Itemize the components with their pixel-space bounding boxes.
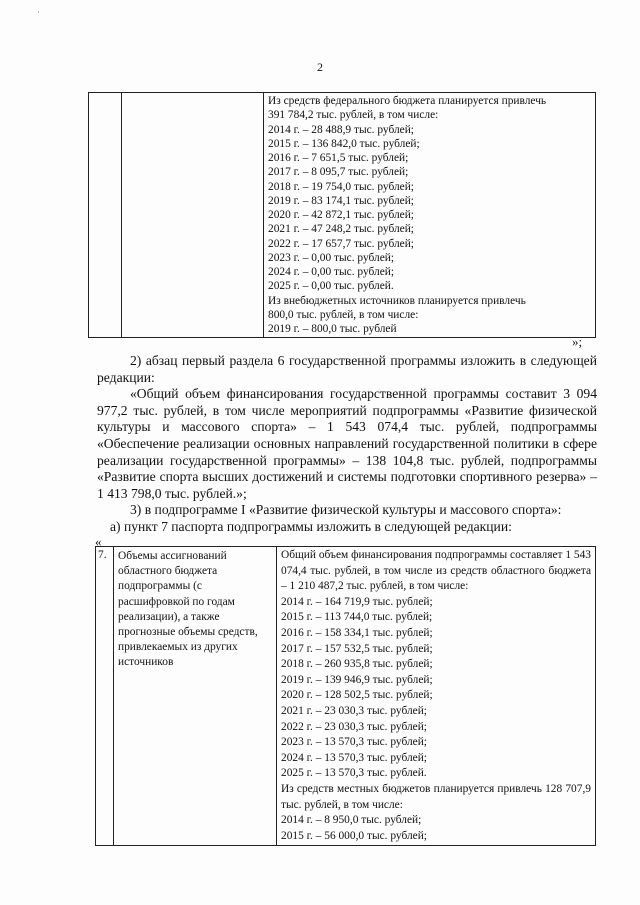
funding-line: 2014 г. – 28 488,9 тыс. рублей; (268, 123, 414, 136)
funding-line: 2024 г. – 0,00 тыс. рублей; (268, 266, 395, 278)
funding-line: 2023 г. – 0,00 тыс. рублей; (268, 251, 395, 264)
funding-line: 2015 г. – 136 842,0 тыс. рублей; (268, 137, 420, 150)
opening-quote: « (95, 534, 102, 549)
funding-line: 800,0 тыс. рублей, в том числе: (268, 308, 419, 321)
funding-line: 2015 г. – 113 744,0 тыс. рублей; (281, 611, 433, 624)
funding-line: 2025 г. – 13 570,3 тыс. рублей. (281, 767, 427, 780)
scan-mark: · (37, 7, 40, 17)
funding-line: 2019 г. – 83 174,1 тыс. рублей; (268, 194, 414, 207)
funding-intro: Общий объем финансирования подпрограммы составляет 1 543 074,4 тыс. рублей, в том числе из средств областного бюджета – 1 210 487,2 тыс. рублей, в том числе: (281, 549, 591, 593)
closing-quote: »; (572, 334, 583, 349)
passport-table (95, 546, 596, 846)
funding-line: 2021 г. – 23 030,3 тыс. рублей; (281, 704, 427, 717)
table-cell-number (89, 93, 122, 338)
funding-line: 2018 г. – 19 754,0 тыс. рублей; (268, 180, 414, 193)
funding-line: 2023 г. – 13 570,3 тыс. рублей; (281, 736, 427, 749)
funding-line: 2015 г. – 56 000,0 тыс. рублей; (281, 829, 427, 842)
paragraph-passport-item-7: а) пункт 7 паспорта подпрограммы изложить в следующей редакции: (110, 518, 512, 534)
row-name: Объемы ассигнований областного бюджета подпрограммы (с расшифровкой по годам реализации), а также прогнозные объемы средств, привлекаемых из других источников (118, 550, 258, 669)
funding-line: Из внебюджетных источников планируется привлечь (268, 294, 526, 307)
funding-line: 2025 г. – 0,00 тыс. рублей. (268, 280, 394, 293)
funding-line: 391 784,2 тыс. рублей, в том числе: (268, 109, 439, 122)
funding-line: 2019 г. – 139 946,9 тыс. рублей; (281, 673, 433, 686)
federal-funding-lines (264, 93, 595, 337)
funding-line: 2020 г. – 42 872,1 тыс. рублей; (268, 209, 414, 221)
funding-line: 2016 г. – 7 651,5 тыс. рублей; (268, 152, 409, 164)
funding-line: 2016 г. – 158 334,1 тыс. рублей; (281, 626, 433, 639)
funding-table-continued (88, 92, 596, 338)
paragraph-total-funding: «Общий объем финансирования государственной программы составит 3 094 977,2 тыс. рублей, в том числе мероприятий подпрограммы «Развитие физической культуры и массового спорта» – 1 543 074,4 тыс. рублей, подпрограммы «Обеспечение реализации основных направлений государственной политики в сфере реализации государственной программы» – 138 104,8 тыс. рублей, подпрограммы «Развитие спорта высших достижений и системы подготовки спортивного резерва» – 1 413 798,0 тыс. рублей.»; (97, 386, 597, 501)
funding-line: 2019 г. – 800,0 тыс. рублей (268, 323, 397, 335)
row-number: 7. (98, 549, 107, 561)
regional-funding-lines (281, 595, 591, 782)
funding-line: 2024 г. – 13 570,3 тыс. рублей; (281, 751, 427, 764)
row-name-cell (114, 547, 277, 846)
funding-line: 2014 г. – 8 950,0 тыс. рублей; (281, 814, 422, 827)
funding-line: 2020 г. – 128 502,5 тыс. рублей; (281, 689, 433, 702)
funding-line: 2022 г. – 23 030,3 тыс. рублей; (281, 720, 427, 733)
funding-line: 2018 г. – 260 935,8 тыс. рублей; (281, 658, 433, 671)
funding-line: 2014 г. – 164 719,9 тыс. рублей; (281, 595, 433, 608)
paragraph-amend-section-6: 2) абзац первый раздела 6 государственной программы изложить в следующей редакции: (97, 353, 597, 385)
page-number: 2 (317, 60, 323, 74)
row-content-cell (277, 547, 596, 846)
table-cell-content (264, 93, 596, 338)
funding-line: Из средств федерального бюджета планируется привлечь (268, 95, 547, 107)
funding-line: 2021 г. – 47 248,2 тыс. рублей; (268, 223, 414, 236)
local-funding-intro: Из средств местных бюджетов планируется привлечь 128 707,9 тыс. рублей, в том числе: (281, 782, 591, 811)
funding-line: 2017 г. – 157 532,5 тыс. рублей; (281, 642, 433, 655)
funding-line: 2022 г. – 17 657,7 тыс. рублей; (268, 237, 414, 250)
row-number-cell (96, 547, 114, 846)
local-funding-lines (281, 813, 591, 844)
document-body (97, 353, 597, 536)
row-content (277, 547, 595, 845)
paragraph-subprogram-1: 3) в подпрограмме I «Развитие физической культуры и массового спорта»: (130, 502, 562, 518)
table-cell-name (122, 93, 264, 338)
funding-line: 2017 г. – 8 095,7 тыс. рублей; (268, 166, 409, 179)
